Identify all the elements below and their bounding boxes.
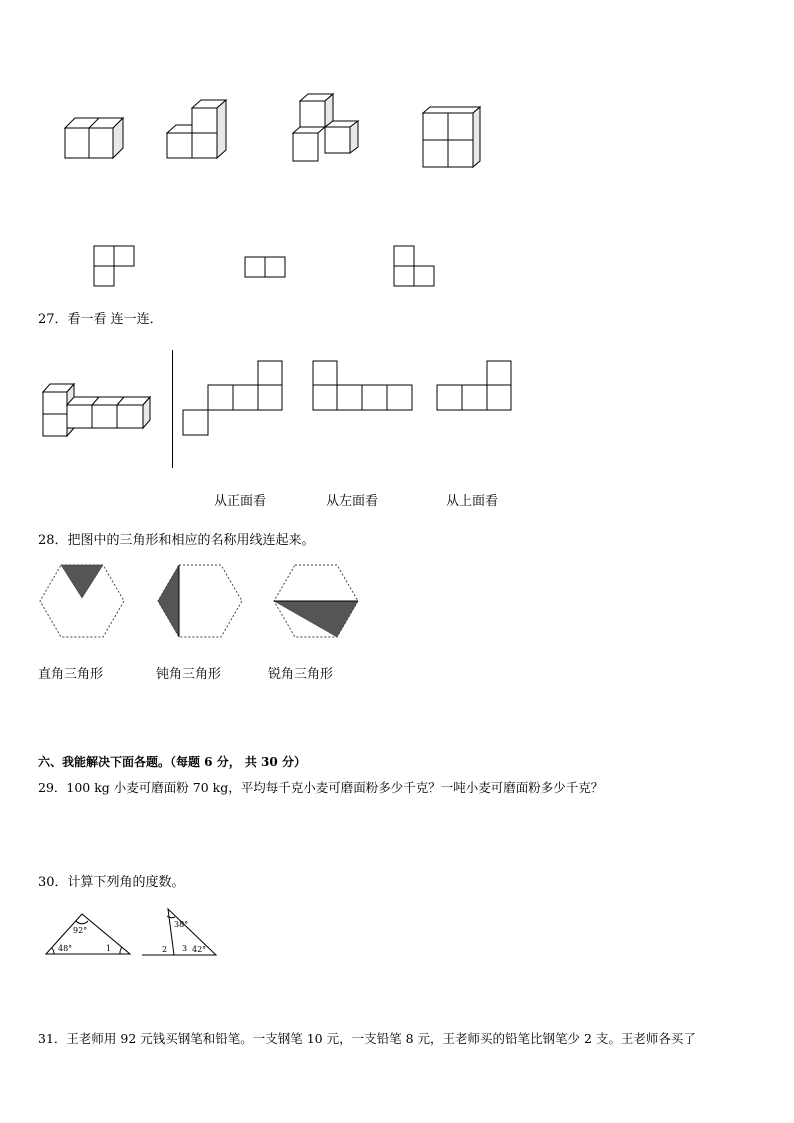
q28-label: 28．把图中的三角形和相应的名称用线连起来。 bbox=[38, 533, 315, 548]
section6-heading: 六、我能解决下面各题。（每题 6 分， 共 30 分） bbox=[38, 755, 306, 769]
q30-label: 30．计算下列角的度数。 bbox=[38, 875, 185, 890]
q30-triangle-2 bbox=[140, 905, 225, 960]
triangle-name-acute: 锐角三角形 bbox=[268, 667, 334, 682]
q29-label: 29．100 kg 小麦可磨面粉 70 kg，平均每千克小麦可磨面粉多少千克？一吨小麦可磨面粉多少千克？ bbox=[38, 780, 604, 795]
view-label-front: 从正面看 bbox=[214, 494, 267, 509]
hexagon-3 bbox=[274, 563, 360, 639]
triangle-name-right: 直角三角形 bbox=[38, 667, 104, 682]
q31-label: 31．王老师用 92 元钱买钢笔和铅笔。一支钢笔 10 元，一支铅笔 8 元，王老师买的铅笔比钢笔少 2 支。王老师各买了 bbox=[38, 1031, 696, 1046]
cube-figure-2 bbox=[163, 98, 233, 163]
view-shape-b bbox=[244, 256, 289, 281]
cube-figure-4 bbox=[420, 105, 485, 170]
view-shape-c bbox=[393, 245, 438, 290]
angle-48-label: 48° bbox=[58, 944, 73, 953]
view-shape-a bbox=[93, 245, 138, 290]
cube-figure-3 bbox=[290, 93, 365, 163]
angle-38-label: 38° bbox=[174, 920, 189, 929]
angle-3-label: 3 bbox=[182, 944, 188, 953]
angle-1-label: 1 bbox=[106, 944, 112, 953]
q27-cube-stack bbox=[40, 380, 160, 440]
q27-view-front bbox=[182, 360, 287, 440]
angle-42-label: 42° bbox=[192, 945, 207, 954]
hexagon-2 bbox=[158, 563, 244, 639]
view-label-left: 从左面看 bbox=[326, 494, 379, 509]
triangle-name-obtuse: 钝角三角形 bbox=[156, 667, 222, 682]
q27-label: 27．看一看 连一连． bbox=[38, 312, 163, 327]
q27-divider bbox=[172, 350, 173, 468]
angle-92-label: 92° bbox=[73, 926, 88, 935]
q27-view-top bbox=[436, 360, 516, 415]
q27-view-left bbox=[312, 360, 417, 415]
cube-figure-1 bbox=[60, 110, 130, 160]
q30-triangle-1 bbox=[44, 910, 134, 960]
angle-2-label: 2 bbox=[162, 945, 168, 954]
hexagon-1 bbox=[40, 563, 126, 639]
view-label-top: 从上面看 bbox=[446, 494, 499, 509]
